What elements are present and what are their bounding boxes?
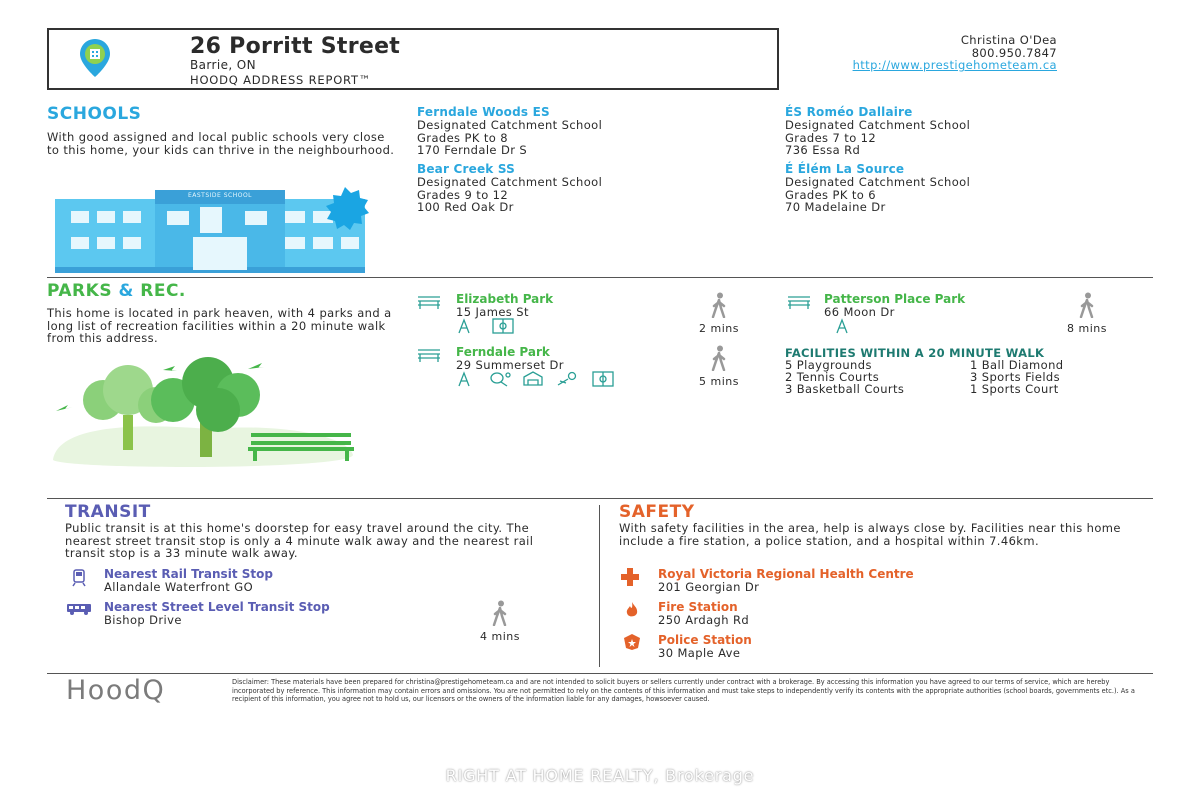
walking-person-icon [690, 345, 748, 375]
section-divider [47, 498, 1153, 499]
rail-transit-label[interactable]: Nearest Rail Transit Stop [104, 567, 273, 581]
schools-description: With good assigned and local public schools very close to this home, your kids can thrive in the neighbourhood. [47, 130, 395, 157]
school-address: 170 Ferndale Dr S [417, 143, 528, 157]
train-icon [70, 569, 88, 591]
walk-time: 8 mins [1067, 322, 1107, 335]
safety-item [658, 600, 749, 627]
street-transit-item [104, 600, 330, 627]
facilities-heading: FACILITIES WITHIN A 20 MINUTE WALK [785, 346, 1045, 360]
park-name[interactable]: Elizabeth Park [456, 292, 554, 306]
school-address: 100 Red Oak Dr [417, 200, 514, 214]
walk-time: 5 mins [699, 375, 739, 388]
section-divider [47, 277, 1153, 278]
transit-heading: TRANSIT [65, 502, 151, 522]
park-item [456, 345, 564, 372]
transit-description: Public transit is at this home's doorstep for easy travel around the city. The nearest street transit stop is only a 4 minute walk away and the nearest rail transit stop is a 33 minute walk away. [65, 521, 534, 560]
walk-indicator [690, 345, 748, 388]
address-box [47, 28, 779, 90]
street-transit-stop: Bishop Drive [104, 613, 182, 627]
school-item [417, 162, 602, 214]
bus-icon [66, 601, 92, 620]
park-name[interactable]: Patterson Place Park [824, 292, 966, 306]
park-item [824, 292, 965, 319]
walking-person-icon [1058, 292, 1116, 322]
agent-name: Christina O'Dea [960, 33, 1057, 47]
parks-description: This home is located in park heaven, with 4 parks and a long list of recreation facilities within a 20 minute walk from this address. [47, 306, 392, 345]
facility-item: 2 Tennis Courts [785, 370, 880, 384]
safety-address: 30 Maple Ave [658, 646, 741, 660]
location-pin-icon [77, 37, 113, 83]
property-city: Barrie, ON [190, 58, 257, 72]
report-title: HOODQ ADDRESS REPORT™ [190, 73, 372, 87]
facility-item: 1 Ball Diamond [970, 358, 1064, 372]
hoodq-logo: HoodQ [66, 675, 166, 706]
sports-field-icon [592, 371, 614, 391]
school-type: Designated Catchment School [417, 118, 603, 132]
rail-transit-item [104, 567, 273, 594]
park-item [456, 292, 553, 319]
school-type: Designated Catchment School [417, 175, 603, 189]
safety-name[interactable]: Royal Victoria Regional Health Centre [658, 567, 914, 581]
facility-item: 5 Playgrounds [785, 358, 872, 372]
walking-person-icon [690, 292, 748, 322]
walking-person-icon [471, 600, 529, 630]
school-name[interactable]: É Élém La Source [785, 162, 905, 176]
school-address: 736 Essa Rd [785, 143, 861, 157]
street-transit-label[interactable]: Nearest Street Level Transit Stop [104, 600, 330, 614]
police-badge-icon [623, 633, 641, 655]
walk-indicator [471, 600, 529, 643]
facility-item: 1 Sports Court [970, 382, 1059, 396]
park-address: 15 James St [456, 305, 529, 319]
hospital-cross-icon [621, 568, 639, 590]
safety-address: 250 Ardagh Rd [658, 613, 750, 627]
school-name[interactable]: Ferndale Woods ES [417, 105, 550, 119]
playground-icon [834, 318, 850, 338]
school-item [417, 105, 602, 157]
schools-heading: SCHOOLS [47, 104, 142, 124]
school-grades: Grades 9 to 12 [417, 187, 509, 202]
school-building-sign: EASTSIDE SCHOOL [187, 192, 253, 199]
park-trees-illustration [48, 355, 378, 474]
safety-item [658, 567, 914, 594]
sports-field-icon [492, 318, 514, 338]
school-name[interactable]: Bear Creek SS [417, 162, 515, 176]
bench-icon [416, 293, 442, 315]
school-building-illustration [55, 185, 400, 279]
safety-heading: SAFETY [619, 502, 695, 522]
school-type: Designated Catchment School [785, 118, 971, 132]
safety-description: With safety facilities in the area, help is always close by. Facilities near this home include a fire station, a police station, and a hospital within 7.46km. [619, 521, 1121, 548]
school-address: 70 Madelaine Dr [785, 200, 886, 214]
disclaimer-text: Disclaimer: These materials have been prepared for christina@prestigehometeam.ca and are not intended to solicit buyers or sellers currently under contract with a brokerage. By accessing this information you have agreed to our terms of service, which are hereby incorporated by reference. This information may contain errors and omissions. You are not permitted to rely on the contents of this information and must take steps to independently verify its contents with the appropriate authorities (school boards, governments etc.). As a recipient of this information, you agree not to hold us, our licensors or the owners of the information liable for any damages, howsoever caused. [232, 678, 1135, 703]
ball-diamond-icon [522, 371, 544, 391]
fire-icon [625, 601, 639, 623]
bench-icon [786, 293, 812, 315]
walk-time: 4 mins [480, 630, 520, 643]
parks-heading [47, 281, 186, 301]
parks-heading-amp: & [112, 281, 141, 301]
safety-address: 201 Georgian Dr [658, 580, 760, 594]
property-address: 26 Porritt Street [190, 34, 401, 59]
rail-transit-stop: Allandale Waterfront GO [104, 580, 254, 594]
park-name[interactable]: Ferndale Park [456, 345, 550, 359]
section-divider [47, 673, 1153, 674]
safety-name[interactable]: Fire Station [658, 600, 738, 614]
school-type: Designated Catchment School [785, 175, 971, 189]
school-grades: Grades PK to 6 [785, 187, 876, 202]
vertical-divider [599, 505, 600, 667]
agent-phone: 800.950.7847 [971, 46, 1057, 60]
park-address: 66 Moon Dr [824, 305, 895, 319]
facility-item: 3 Sports Fields [970, 370, 1061, 384]
walk-indicator [690, 292, 748, 335]
walk-indicator [1058, 292, 1116, 335]
school-grades: Grades 7 to 12 [785, 130, 877, 145]
park-address: 29 Summerset Dr [456, 358, 564, 372]
school-item [785, 105, 970, 157]
basketball-icon [556, 371, 578, 391]
tennis-icon [489, 371, 511, 391]
walk-time: 2 mins [699, 322, 739, 335]
safety-name[interactable]: Police Station [658, 633, 752, 647]
agent-website-link[interactable]: http://www.prestigehometeam.ca [852, 58, 1057, 72]
playground-icon [456, 371, 472, 391]
school-name[interactable]: ÉS Roméo Dallaire [785, 105, 913, 119]
brokerage-watermark: RIGHT AT HOME REALTY, Brokerage [445, 766, 755, 785]
facility-item: 3 Basketball Courts [785, 382, 905, 396]
parks-heading-rec: REC. [140, 281, 186, 301]
parks-heading-word: PARKS [47, 281, 113, 301]
safety-item [658, 633, 752, 660]
school-grades: Grades PK to 8 [417, 130, 508, 145]
playground-icon [456, 318, 472, 338]
bench-icon [416, 346, 442, 368]
school-item [785, 162, 970, 214]
